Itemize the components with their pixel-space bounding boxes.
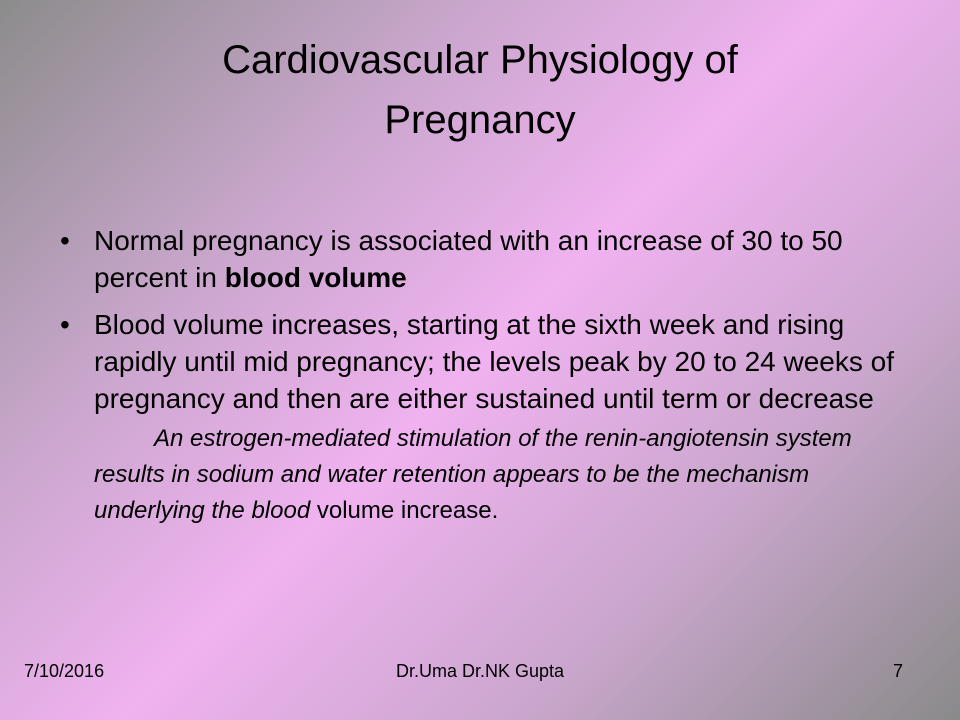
bullet2-text: Blood volume increases, starting at the sixth week and rising rapidly until mid pregnancy; the levels peak by 20 to 24 weeks of pregnancy and then are either sustained until term or decrease (94, 309, 895, 414)
slide-title-line1: Cardiovascular Physiology of (222, 38, 738, 82)
footer-author: Dr.Uma Dr.NK Gupta (395, 661, 565, 681)
mechanism-note-end: volume increase. (316, 497, 499, 524)
bullet-item-blood-volume-timeline (60, 306, 920, 529)
bullet-list (60, 222, 920, 539)
footer-date: 7/10/2016 (24, 661, 105, 681)
footer-page-number: 7 (893, 661, 904, 681)
slide-title (0, 30, 960, 150)
bullet1-text: Normal pregnancy is associated with an increase of 30 to 50 percent in (94, 225, 843, 293)
mechanism-note (94, 421, 920, 529)
mechanism-note-text: An estrogen-mediated stimulation of the renin-angiotensin system results in sodium and water retention appears to be the mechanism underlying the blood (94, 425, 852, 524)
bullet-item-blood-volume-increase (60, 222, 920, 296)
bullet-marker: • (60, 225, 70, 256)
slide-title-line2: Pregnancy (384, 98, 576, 142)
bullet-marker: • (60, 309, 70, 340)
bullet1-bold-text: blood volume (224, 262, 407, 293)
